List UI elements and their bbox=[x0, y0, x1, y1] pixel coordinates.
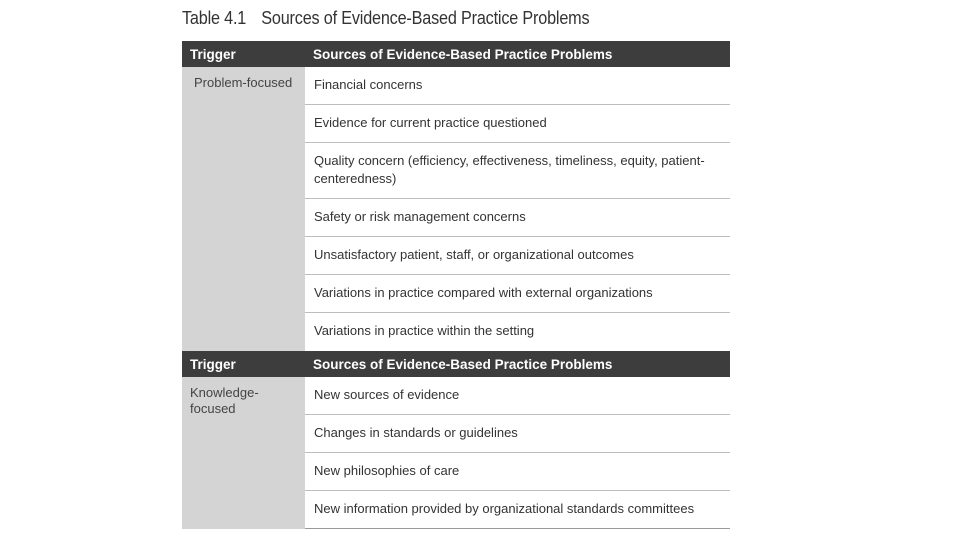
trigger-cell bbox=[182, 377, 305, 529]
table-row: New philosophies of care bbox=[305, 453, 730, 491]
trigger-cell: Problem-focused bbox=[182, 67, 305, 351]
table-row: Variations in practice compared with external organizations bbox=[305, 275, 730, 313]
table-header bbox=[182, 351, 730, 377]
trigger-text: Knowledge-focused bbox=[190, 385, 259, 416]
header-sources: Sources of Evidence-Based Practice Problems bbox=[313, 356, 613, 372]
table-row: Financial concerns bbox=[305, 67, 730, 105]
table-label: Table 4.1 bbox=[182, 8, 247, 28]
table-header bbox=[182, 41, 730, 67]
table-title bbox=[182, 8, 589, 29]
table-body bbox=[182, 377, 730, 529]
sources-column bbox=[305, 377, 730, 529]
header-trigger: Trigger bbox=[190, 356, 236, 372]
table-row: Quality concern (efficiency, effectiveness, timeliness, equity, patient-centeredness) bbox=[305, 143, 730, 199]
table-row: New information provided by organizational standards committees bbox=[305, 491, 730, 529]
knowledge-focused-section bbox=[182, 351, 730, 529]
table-row: Safety or risk management concerns bbox=[305, 199, 730, 237]
header-sources: Sources of Evidence-Based Practice Problems bbox=[313, 46, 613, 62]
table-row: Evidence for current practice questioned bbox=[305, 105, 730, 143]
sources-column bbox=[305, 67, 730, 351]
problem-focused-section bbox=[182, 41, 730, 351]
table-row: Variations in practice within the setting bbox=[314, 323, 535, 338]
table-body bbox=[182, 67, 730, 351]
table-row: Unsatisfactory patient, staff, or organizational outcomes bbox=[305, 237, 730, 275]
table-title-text: Sources of Evidence-Based Practice Problems bbox=[261, 8, 590, 28]
table-row: New sources of evidence bbox=[305, 377, 730, 415]
header-trigger: Trigger bbox=[190, 46, 236, 62]
table-row: Changes in standards or guidelines bbox=[305, 415, 730, 453]
